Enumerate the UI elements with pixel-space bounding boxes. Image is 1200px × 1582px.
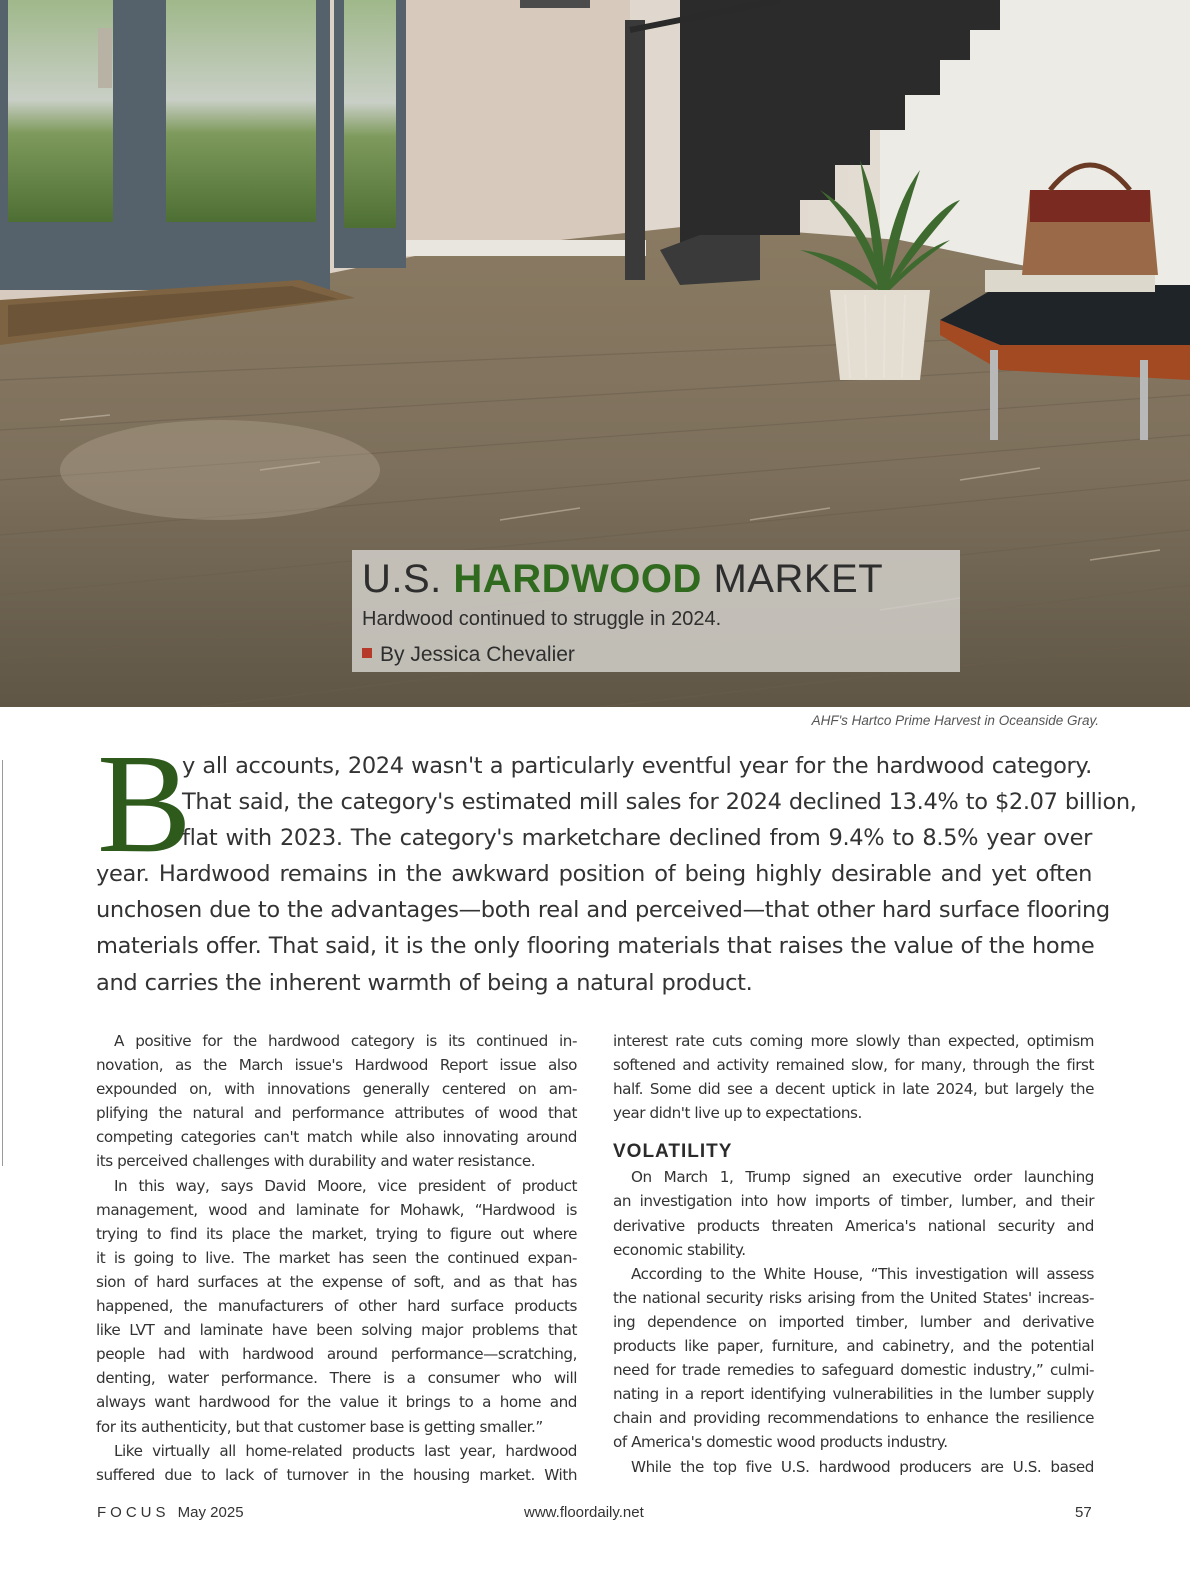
body-line: suffered due to lack of turnover in the housing market. With xyxy=(96,1465,577,1484)
intro-paragraph xyxy=(96,748,1137,1001)
body-line: softened and activity remained slow, for many, through the first xyxy=(613,1056,1094,1075)
body-line: an investigation into how imports of timber, lumber, and their xyxy=(613,1192,1094,1211)
body-line: year didn't live up to expectations. xyxy=(613,1104,862,1123)
body-line: need for trade remedies to safeguard domestic industry,” culmi- xyxy=(613,1361,1094,1380)
body-line: According to the White House, “This investigation will assess xyxy=(631,1264,1094,1283)
body-line: denting, water performance. There is a consumer who will xyxy=(96,1369,577,1388)
body-line: On March 1, Trump signed an executive order launching xyxy=(631,1168,1094,1187)
issue-date: May 2025 xyxy=(177,1504,244,1521)
footer-url[interactable]: www.floordaily.net xyxy=(524,1504,644,1521)
photo-caption: AHF's Hartco Prime Harvest in Oceanside Gray. xyxy=(811,713,1099,728)
subheadline: Hardwood continued to struggle in 2024. xyxy=(362,608,722,630)
body-line: sion of hard surfaces at the expense of soft, and as that has xyxy=(96,1272,577,1291)
body-line: for its authenticity, but that customer base is getting smaller.” xyxy=(96,1417,543,1436)
body-line: novation, as the March issue's Hardwood Report issue also xyxy=(96,1056,577,1075)
byline xyxy=(362,643,575,667)
headline-suffix: MARKET xyxy=(713,557,884,601)
section-heading: VOLATILITY xyxy=(613,1141,733,1163)
intro-line: flat with 2023. The category's marketchare declined from 9.4% to 8.5% year over xyxy=(182,825,1092,852)
intro-line: unchosen due to the advantages—both real and perceived—that other hard surface flooring xyxy=(96,897,1110,924)
intro-line: That said, the category's estimated mill sales for 2024 declined 13.4% to $2.07 billion, xyxy=(182,789,1137,816)
intro-line: and carries the inherent warmth of being a natural product. xyxy=(96,969,753,996)
drop-cap: B xyxy=(97,724,192,882)
body-line: its perceived challenges with durability and water resistance. xyxy=(96,1152,536,1171)
headline xyxy=(362,556,883,602)
headline-bold: HARDWOOD xyxy=(453,557,702,601)
body-line: economic stability. xyxy=(613,1240,746,1259)
byline-bullet-icon xyxy=(362,648,372,658)
body-line: management, wood and laminate for Mohawk, “Hardwood is xyxy=(96,1200,577,1219)
body-line: it is going to live. The market has seen the continued expan- xyxy=(96,1248,577,1267)
body-line: always want hardwood for the value it brings to a home and xyxy=(96,1393,577,1412)
body-line: interest rate cuts coming more slowly than expected, optimism xyxy=(613,1032,1094,1050)
body-line: chain and providing recommendations to enhance the resilience xyxy=(613,1409,1094,1428)
body-line: like LVT and laminate have been solving major problems that xyxy=(96,1321,577,1340)
body-line: expounded on, with innovations generally centered on am- xyxy=(96,1080,577,1099)
body-line: A positive for the hardwood category is its continued in- xyxy=(114,1032,577,1050)
body-line: While the top five U.S. hardwood producers are U.S. based xyxy=(631,1457,1094,1476)
body-column-left xyxy=(96,1029,577,1487)
body-line: competing categories can't match while also innovating around xyxy=(96,1128,577,1147)
hero-photo xyxy=(0,0,1190,707)
headline-box xyxy=(352,550,960,672)
body-line: derivative products threaten America's national security and xyxy=(613,1216,1094,1235)
intro-line: materials offer. That said, it is the only flooring materials that raises the value of the home xyxy=(96,933,1095,960)
body-line: nating in a report identifying vulnerabilities in the lumber supply xyxy=(613,1385,1094,1404)
body-line: happened, the manufacturers of other hard surface products xyxy=(96,1297,577,1316)
footer-issue xyxy=(97,1504,244,1521)
body-line: of America's domestic wood products industry. xyxy=(613,1433,948,1452)
magazine-name: FOCUS xyxy=(97,1504,170,1521)
body-line: trying to find its place the market, trying to figure out where xyxy=(96,1224,577,1243)
body-line: ing dependence on imported timber, lumber and derivative xyxy=(613,1312,1094,1331)
body-line: products like paper, furniture, and cabinetry, and the potential xyxy=(613,1337,1094,1356)
body-line: people had with hardwood around performance—scratching, xyxy=(96,1345,577,1364)
body-line: the national security risks arising from the United States' increas- xyxy=(613,1288,1094,1307)
page-number: 57 xyxy=(1075,1504,1092,1521)
intro-line: year. Hardwood remains in the awkward position of being highly desirable and yet often xyxy=(96,861,1092,888)
headline-prefix: U.S. xyxy=(362,557,442,601)
body-column-right xyxy=(613,1029,1094,1479)
intro-line: y all accounts, 2024 wasn't a particularly eventful year for the hardwood category. xyxy=(182,753,1092,779)
body-line: Like virtually all home-related products last year, hardwood xyxy=(114,1441,577,1460)
body-line: half. Some did see a decent uptick in late 2024, but largely the xyxy=(613,1080,1094,1099)
margin-rule xyxy=(2,760,3,1166)
byline-text: By Jessica Chevalier xyxy=(380,643,575,666)
body-line: In this way, says David Moore, vice president of product xyxy=(114,1176,577,1195)
body-line: plifying the natural and performance attributes of wood that xyxy=(96,1104,577,1123)
